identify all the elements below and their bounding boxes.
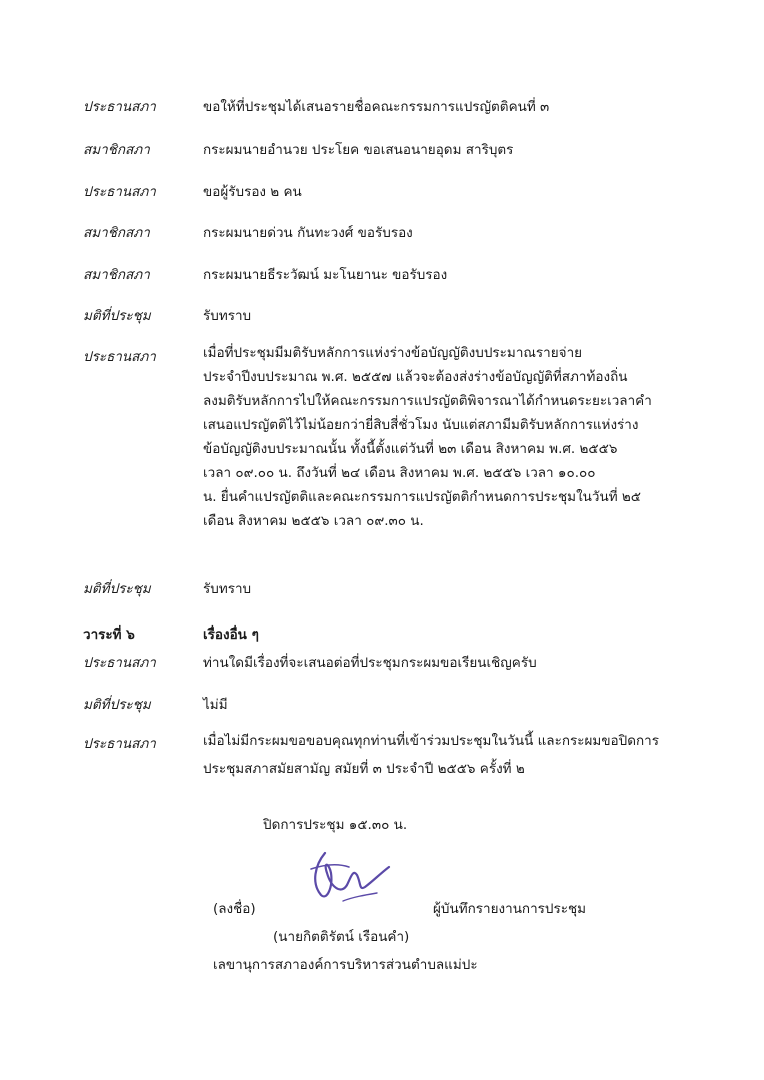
handwritten-signature xyxy=(303,843,393,907)
speaker-label: มติที่ประชุม xyxy=(83,308,151,324)
speaker-label: ประธานสภา xyxy=(83,184,156,200)
agenda-number: วาระที่ ๖ xyxy=(83,627,135,643)
agenda-title: เรื่องอื่น ๆ xyxy=(203,627,259,643)
speaker-label: สมาชิกสภา xyxy=(83,142,150,158)
entry-text: กระผมนายอำนวย ประโยค ขอเสนอนายอุดม สาริบุตร xyxy=(203,142,514,158)
speaker-label: ประธานสภา xyxy=(83,736,156,752)
paragraph-line: เมื่อไม่มีกระผมขอขอบคุณทุกท่านที่เข้าร่วมประชุมในวันนี้ และกระผมขอปิดการ xyxy=(203,733,659,749)
speaker-label: มติที่ประชุม xyxy=(83,581,151,597)
entry-text: ขอผู้รับรอง ๒ คน xyxy=(203,184,302,200)
paragraph-line: เวลา ๐๙.๐๐ น. ถึงวันที่ ๒๔ เดือน สิงหาคม พ.ศ. ๒๕๕๖ เวลา ๑๐.๐๐ xyxy=(203,465,596,481)
paragraph-line: เดือน สิงหาคม ๒๕๕๖ เวลา ๐๙.๓๐ น. xyxy=(203,513,424,529)
entry-paragraph xyxy=(203,727,683,783)
closing-time: ปิดการประชุม ๑๕.๓๐ น. xyxy=(263,817,408,833)
paragraph-line: เมื่อที่ประชุมมีมติรับหลักการแห่งร่างข้อบัญญัติงบประมาณรายจ่าย xyxy=(203,345,583,361)
entry-text: กระผมนายด่วน กันทะวงศ์ ขอรับรอง xyxy=(203,225,413,241)
entry-text: กระผมนายธีระวัฒน์ มะโนยานะ ขอรับรอง xyxy=(203,267,448,283)
paragraph-line: ประจำปีงบประมาณ พ.ศ. ๒๕๕๗ แล้วจะต้องส่งร่างข้อบัญญัติที่สภาท้องถิ่น xyxy=(203,369,628,385)
sign-label: (ลงชื่อ) xyxy=(213,901,256,917)
signer-name: (นายกิตติรัตน์ เรือนคำ) xyxy=(273,929,410,945)
paragraph-line: เสนอแปรญัตติไว้ไม่น้อยกว่ายี่สิบสี่ชั่วโมง นับแต่สภามีมติรับหลักการแห่งร่าง xyxy=(203,417,639,433)
speaker-label: สมาชิกสภา xyxy=(83,267,150,283)
signer-position: เลขานุการสภาองค์การบริหารส่วนตำบลแม่ปะ xyxy=(213,957,478,973)
paragraph-line: ข้อบัญญัติงบประมาณนั้น ทั้งนี้ตั้งแต่วันที่ ๒๓ เดือน สิงหาคม พ.ศ. ๒๕๕๖ xyxy=(203,441,618,457)
speaker-label: ประธานสภา xyxy=(83,349,156,365)
entry-paragraph xyxy=(203,341,683,533)
paragraph-line: ลงมติรับหลักการไปให้คณะกรรมการแปรญัตติพิจารณาได้กำหนดระยะเวลาคำ xyxy=(203,393,652,409)
speaker-label: สมาชิกสภา xyxy=(83,225,150,241)
entry-text: รับทราบ xyxy=(203,581,252,597)
entry-text: ท่านใดมีเรื่องที่จะเสนอต่อที่ประชุมกระผมขอเรียนเชิญครับ xyxy=(203,655,537,671)
speaker-label: มติที่ประชุม xyxy=(83,697,151,713)
entry-text: ไม่มี xyxy=(203,697,228,713)
paragraph-line: ประชุมสภาสมัยสามัญ สมัยที่ ๓ ประจำปี ๒๕๕๖ ครั้งที่ ๒ xyxy=(203,761,525,777)
recorder-role: ผู้บันทึกรายงานการประชุม xyxy=(433,901,587,917)
speaker-label: ประธานสภา xyxy=(83,655,156,671)
speaker-label: ประธานสภา xyxy=(83,99,156,115)
entry-text: รับทราบ xyxy=(203,308,252,324)
paragraph-line: น. ยื่นคำแปรญัตติและคณะกรรมการแปรญัตติกำหนดการประชุมในวันที่ ๒๕ xyxy=(203,489,642,505)
entry-text: ขอให้ที่ประชุมได้เสนอรายชื่อคณะกรรมการแปรญัตติคนที่ ๓ xyxy=(203,99,550,115)
